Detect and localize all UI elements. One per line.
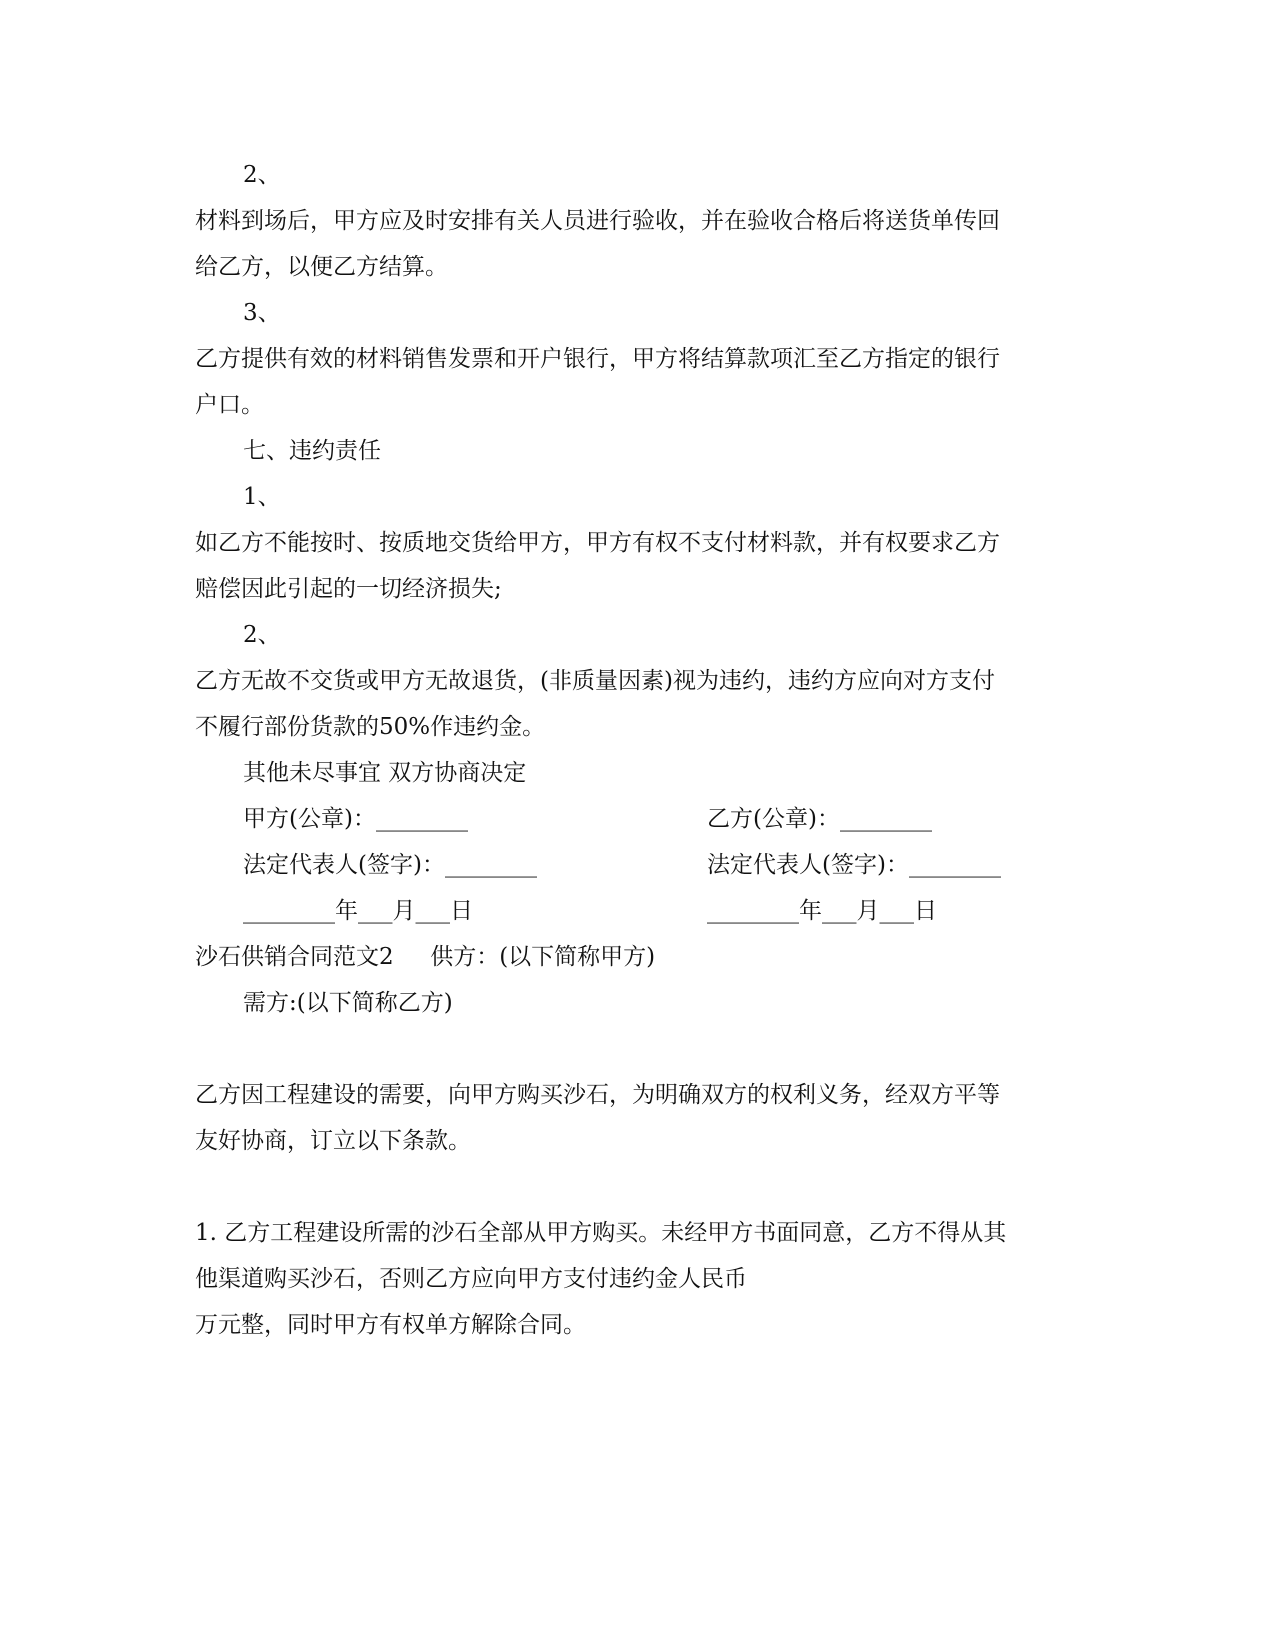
paragraph-line: 乙方无故不交货或甲方无故退货，(非质量因素)视为违约，违约方应向对方支付 xyxy=(195,668,995,694)
paragraph-line: 赔偿因此引起的一切经济损失; xyxy=(195,576,502,602)
paragraph-line: 乙方因工程建设的需要，向甲方购买沙石，为明确双方的权利义务，经双方平等 xyxy=(195,1082,1000,1108)
paragraph-line: 材料到场后，甲方应及时安排有关人员进行验收，并在验收合格后将送货单传回 xyxy=(195,208,1000,234)
party-a-date: ________年___月___日 xyxy=(243,898,473,924)
paragraph-line: 万元整，同时甲方有权单方解除合同。 xyxy=(195,1312,586,1338)
party-a-representative: 法定代表人(签字)：________ xyxy=(243,852,537,878)
paragraph-line: 如乙方不能按时、按质地交货给甲方，甲方有权不支付材料款，并有权要求乙方 xyxy=(195,530,1000,556)
paragraph-line: 其他未尽事宜 双方协商决定 xyxy=(243,760,527,786)
paragraph-line: 他渠道购买沙石，否则乙方应向甲方支付违约金人民币 xyxy=(195,1266,747,1292)
party-b-date: ________年___月___日 xyxy=(707,898,937,924)
item-number: 2、 xyxy=(243,622,281,648)
section-heading: 七、违约责任 xyxy=(243,438,381,464)
paragraph-line: 不履行部份货款的50%作违约金。 xyxy=(195,714,546,740)
item-number: 1、 xyxy=(243,484,281,510)
paragraph-line: 友好协商，订立以下条款。 xyxy=(195,1128,471,1154)
item-number: 3、 xyxy=(243,300,281,326)
party-a-seal: 甲方(公章)：________ xyxy=(243,806,468,832)
paragraph-line: 给乙方，以便乙方结算。 xyxy=(195,254,448,280)
party-b-representative: 法定代表人(签字)：________ xyxy=(707,852,1001,878)
paragraph-line: 户口。 xyxy=(195,392,264,418)
contract-title: 沙石供销合同范文2 供方：(以下简称甲方) xyxy=(195,944,656,970)
paragraph-line: 1. 乙方工程建设所需的沙石全部从甲方购买。未经甲方书面同意，乙方不得从其 xyxy=(195,1220,1007,1246)
item-number: 2、 xyxy=(243,162,281,188)
paragraph-line: 乙方提供有效的材料销售发票和开户银行，甲方将结算款项汇至乙方指定的银行 xyxy=(195,346,1000,372)
party-b-seal: 乙方(公章)：________ xyxy=(707,806,932,832)
paragraph-line: 需方:(以下简称乙方) xyxy=(243,990,453,1016)
